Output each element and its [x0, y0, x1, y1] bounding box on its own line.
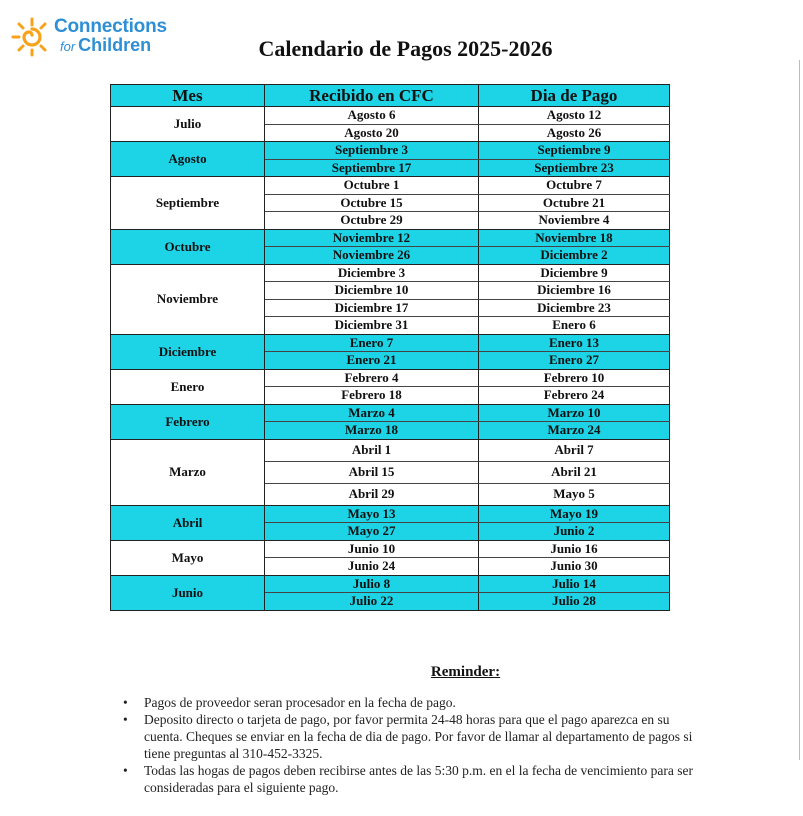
received-date-cell: Enero 21 [265, 352, 479, 370]
reminder-item: • Todas las hogas de pagos deben recibirse antes de las 5:30 p.m. en el la fecha de vencimiento para ser consideradas para el siguiente pago. [118, 762, 698, 796]
header-pay-day: Dia de Pago [479, 85, 670, 107]
pay-date-cell: Enero 6 [479, 317, 670, 335]
reminder-title-text: Reminder: [430, 664, 501, 680]
payment-calendar-table [110, 84, 670, 611]
received-date-cell: Mayo 27 [265, 523, 479, 541]
table-row [111, 404, 670, 422]
received-date-cell: Agosto 20 [265, 124, 479, 142]
month-cell: Agosto [111, 142, 265, 177]
pay-date-cell: Julio 14 [479, 575, 670, 593]
received-date-cell: Diciembre 31 [265, 317, 479, 335]
received-date-cell: Febrero 4 [265, 369, 479, 387]
table-row [111, 575, 670, 593]
pay-date-cell: Julio 28 [479, 593, 670, 611]
pay-date-cell: Octubre 21 [479, 194, 670, 212]
received-date-cell: Diciembre 17 [265, 299, 479, 317]
received-date-cell: Agosto 6 [265, 107, 479, 125]
table-row [111, 177, 670, 195]
table-header-row [111, 85, 670, 107]
reminder-item: • Deposito directo o tarjeta de pago, por favor permita 24-48 horas para que el pago aparezca en su cuenta. Cheques se enviar en la fecha de dia de pago. Por favor de llamar al departamento de pagos si tiene preguntas al 310-452-3325. [118, 711, 698, 762]
received-date-cell: Marzo 4 [265, 404, 479, 422]
pay-date-cell: Junio 30 [479, 558, 670, 576]
received-date-cell: Noviembre 26 [265, 247, 479, 265]
received-date-cell: Julio 22 [265, 593, 479, 611]
received-date-cell: Diciembre 3 [265, 264, 479, 282]
pay-date-cell: Octubre 7 [479, 177, 670, 195]
month-cell: Enero [111, 369, 265, 404]
received-date-cell: Septiembre 17 [265, 159, 479, 177]
pay-date-cell: Agosto 26 [479, 124, 670, 142]
table-row [111, 540, 670, 558]
received-date-cell: Mayo 13 [265, 505, 479, 523]
received-date-cell: Noviembre 12 [265, 229, 479, 247]
month-cell: Febrero [111, 404, 265, 439]
month-cell: Diciembre [111, 334, 265, 369]
logo-for: for [60, 39, 76, 54]
month-cell: Noviembre [111, 264, 265, 334]
table-row [111, 369, 670, 387]
page-title: Calendario de Pagos 2025-2026 [258, 36, 553, 61]
table-row [111, 334, 670, 352]
table-row [111, 107, 670, 125]
pay-date-cell: Diciembre 9 [479, 264, 670, 282]
pay-date-cell: Febrero 10 [479, 369, 670, 387]
pay-date-cell: Abril 21 [479, 461, 670, 483]
received-date-cell: Abril 15 [265, 461, 479, 483]
received-date-cell: Abril 29 [265, 483, 479, 505]
received-date-cell: Abril 1 [265, 439, 479, 461]
pay-date-cell: Junio 16 [479, 540, 670, 558]
pay-date-cell: Septiembre 9 [479, 142, 670, 160]
received-date-cell: Octubre 29 [265, 212, 479, 230]
logo-children: Children [78, 35, 152, 55]
received-date-cell: Junio 10 [265, 540, 479, 558]
received-date-cell: Julio 8 [265, 575, 479, 593]
pay-date-cell: Abril 7 [479, 439, 670, 461]
pay-date-cell: Enero 13 [479, 334, 670, 352]
pay-date-cell: Noviembre 4 [479, 212, 670, 230]
month-cell: Junio [111, 575, 265, 610]
table-row [111, 264, 670, 282]
pay-date-cell: Enero 27 [479, 352, 670, 370]
received-date-cell: Diciembre 10 [265, 282, 479, 300]
page-edge-line [799, 60, 800, 760]
pay-date-cell: Noviembre 18 [479, 229, 670, 247]
table-row [111, 229, 670, 247]
reminder-item: • Pagos de proveedor seran procesador en la fecha de pago. [118, 694, 698, 711]
table-row [111, 505, 670, 523]
pay-date-cell: Mayo 5 [479, 483, 670, 505]
table-row [111, 142, 670, 160]
month-cell: Septiembre [111, 177, 265, 230]
pay-date-cell: Mayo 19 [479, 505, 670, 523]
received-date-cell: Marzo 18 [265, 422, 479, 440]
month-cell: Julio [111, 107, 265, 142]
received-date-cell: Enero 7 [265, 334, 479, 352]
received-date-cell: Junio 24 [265, 558, 479, 576]
pay-date-cell: Marzo 24 [479, 422, 670, 440]
pay-date-cell: Febrero 24 [479, 387, 670, 405]
table-row [111, 439, 670, 461]
reminder-list [118, 694, 698, 796]
reminder-title [0, 664, 803, 681]
pay-date-cell: Diciembre 2 [479, 247, 670, 265]
table-body [111, 107, 670, 611]
month-cell: Abril [111, 505, 265, 540]
received-date-cell: Octubre 15 [265, 194, 479, 212]
month-cell: Marzo [111, 439, 265, 505]
received-date-cell: Febrero 18 [265, 387, 479, 405]
header-month: Mes [111, 85, 265, 107]
month-cell: Mayo [111, 540, 265, 575]
pay-date-cell: Agosto 12 [479, 107, 670, 125]
pay-date-cell: Diciembre 23 [479, 299, 670, 317]
pay-date-cell: Marzo 10 [479, 404, 670, 422]
header-received: Recibido en CFC [265, 85, 479, 107]
logo-line-1: Connections [54, 16, 167, 37]
pay-date-cell: Diciembre 16 [479, 282, 670, 300]
pay-date-cell: Junio 2 [479, 523, 670, 541]
received-date-cell: Septiembre 3 [265, 142, 479, 160]
received-date-cell: Octubre 1 [265, 177, 479, 195]
month-cell: Octubre [111, 229, 265, 264]
pay-date-cell: Septiembre 23 [479, 159, 670, 177]
